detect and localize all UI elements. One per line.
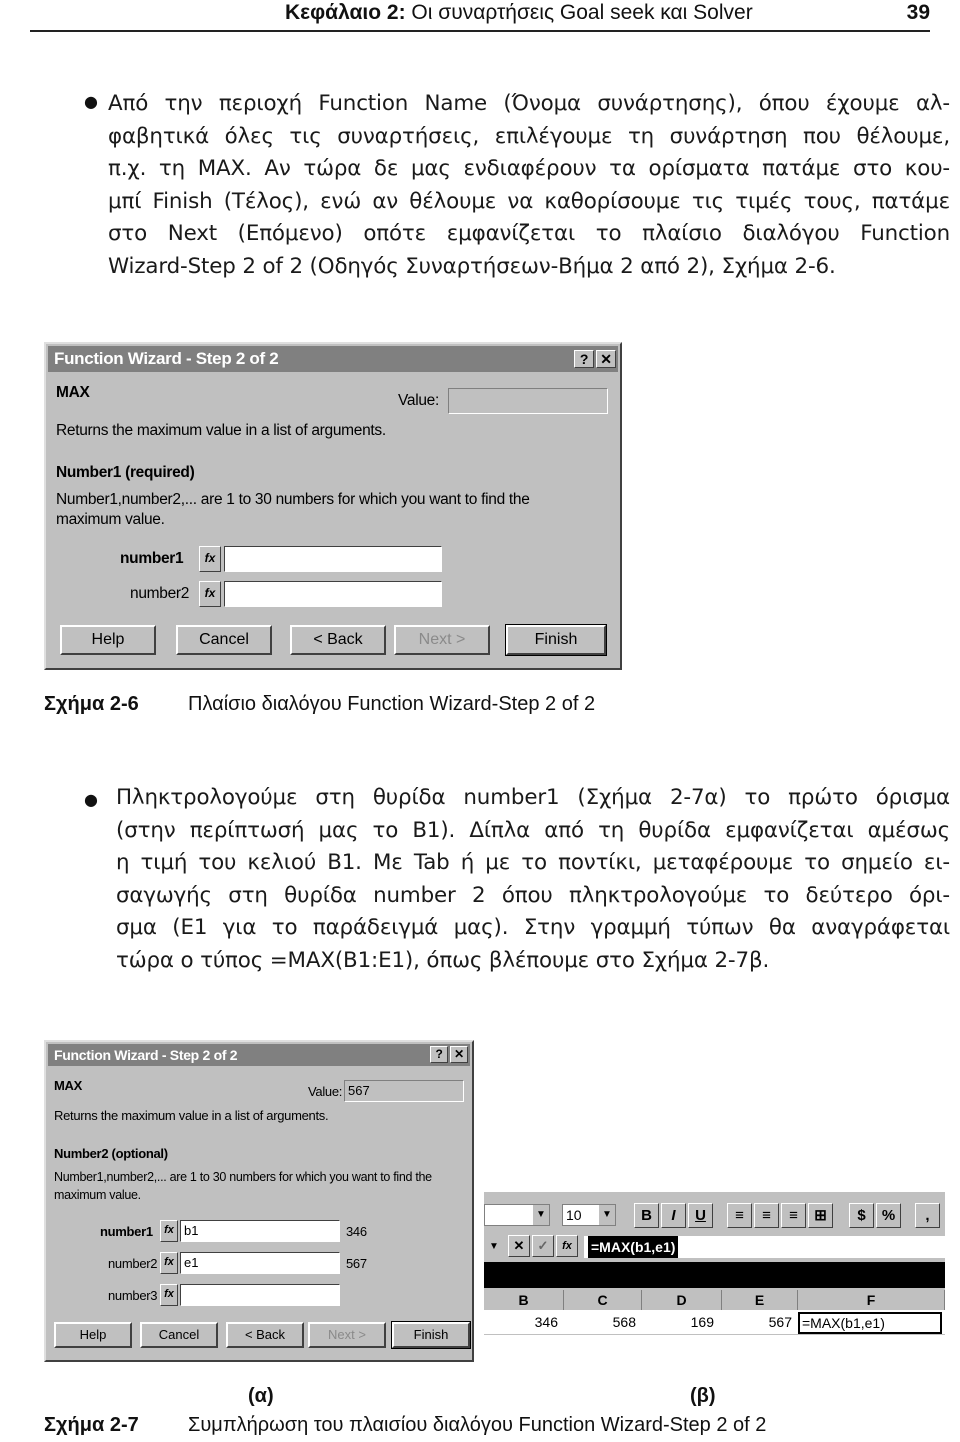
font-name-dropdown[interactable] (484, 1204, 550, 1226)
underline-button[interactable]: U (688, 1203, 713, 1228)
cell-b1[interactable]: 346 (534, 1314, 558, 1330)
column-header-f[interactable]: F (798, 1290, 945, 1310)
text-line: σμα (E1 για το παράδειγμά μας). Στην γραμμή τύπων θα αναγράφεται (116, 915, 950, 941)
fx-icon[interactable]: fx (556, 1235, 578, 1257)
window-band (484, 1262, 945, 1288)
text-line: η τιμή του κελιού B1. Με Tab ή με το ποντίκι, μεταφέρουμε το σημείο ει- (116, 850, 950, 876)
column-header-b[interactable]: B (484, 1290, 564, 1310)
function-name: MAX (54, 1078, 82, 1093)
bullet-icon: ● (84, 790, 98, 809)
text-line: σαγωγής στη θυρίδα number 2 όπου πληκτρολογούμε το δεύτερο όρι- (116, 882, 950, 908)
text-line: μπί Finish (Τέλος), ενώ αν θέλουμε να καθορίσουμε τις τιμές τους, πατάμε (108, 188, 950, 214)
function-wizard-dialog-2 (44, 1040, 474, 1362)
subfigure-a-label: (α) (248, 1385, 274, 1407)
argument-description: Number1,number2,... are 1 to 30 numbers for which you want to find the (56, 491, 530, 508)
number2-input[interactable] (224, 581, 442, 607)
finish-button[interactable]: Finish (392, 1322, 470, 1348)
help-button[interactable]: Help (54, 1322, 132, 1348)
fx-icon[interactable]: fx (160, 1220, 178, 1242)
column-header-d[interactable]: D (642, 1290, 722, 1310)
help-icon[interactable]: ? (574, 350, 594, 368)
help-button[interactable]: Help (60, 625, 156, 655)
dialog-titlebar (48, 346, 618, 372)
bullet-icon: ● (84, 92, 98, 111)
back-button[interactable]: < Back (290, 625, 386, 655)
number1-result (446, 546, 608, 572)
number1-input[interactable] (224, 546, 442, 572)
function-description: Returns the maximum value in a list of arguments. (56, 422, 386, 439)
fx-icon[interactable]: fx (160, 1284, 178, 1306)
number1-label: number1 (120, 550, 184, 567)
worksheet (484, 1290, 945, 1362)
dialog-title: Function Wizard - Step 2 of 2 (54, 1047, 238, 1063)
close-icon[interactable]: ✕ (450, 1046, 468, 1063)
text-line: φαβητικά όλες τις συναρτήσεις, επιλέγουμε τη συνάρτηση που θέλουμε, (108, 123, 950, 149)
cell-f1-active[interactable]: =MAX(b1,e1) (798, 1312, 942, 1334)
excel-window (484, 1190, 945, 1362)
chevron-down-icon: ▼ (489, 1241, 499, 1252)
cell-d1[interactable]: 169 (690, 1314, 714, 1330)
fx-icon[interactable]: fx (199, 581, 221, 607)
function-description: Returns the maximum value in a list of arguments. (54, 1108, 329, 1123)
chapter-title: Οι συναρτήσεις Goal seek και Solver (411, 1, 753, 24)
cancel-entry-icon[interactable]: ✕ (508, 1235, 530, 1257)
paragraph-2 (116, 782, 950, 978)
text-line: Wizard-Step 2 of 2 (Οδηγός Συναρτήσεων-Βήμα 2 από 2), Σχήμα 2-6. (108, 253, 836, 279)
next-button[interactable]: Next > (308, 1322, 386, 1348)
caption-label: Σχήμα 2-7 (44, 1414, 139, 1436)
align-left-button[interactable]: ≡ (727, 1203, 752, 1228)
paragraph-1 (108, 88, 950, 284)
number2-result: 567 (346, 1256, 367, 1271)
percent-button[interactable]: % (876, 1203, 901, 1228)
text-line: π.χ. τη MAX. Αν τώρα δε μας ενδιαφέρουν τα ορίσματα πατάμε στο κου- (108, 156, 950, 182)
function-name: MAX (56, 384, 90, 401)
page-number: 39 (906, 1, 930, 24)
argument-description: Number1,number2,... are 1 to 30 numbers for which you want to find the (54, 1170, 432, 1184)
merge-center-button[interactable]: ⊞ (808, 1203, 833, 1228)
comma-button[interactable]: , (915, 1203, 940, 1228)
number2-label: number2 (108, 1256, 158, 1271)
argument-heading: Number2 (optional) (54, 1146, 168, 1161)
finish-button[interactable]: Finish (506, 625, 606, 655)
cell-e1[interactable]: 567 (768, 1314, 792, 1330)
help-icon[interactable]: ? (430, 1046, 448, 1063)
cancel-button[interactable]: Cancel (140, 1322, 218, 1348)
value-field: 567 (344, 1080, 464, 1102)
cancel-button[interactable]: Cancel (176, 625, 272, 655)
confirm-entry-icon[interactable]: ✓ (532, 1235, 554, 1257)
font-size-value: 10 (566, 1207, 582, 1223)
text-line: τώρα ο τύπος =MAX(B1:E1), όπως βλέπουμε στο Σχήμα 2-7β. (116, 947, 770, 973)
value-label: Value: (398, 392, 439, 409)
argument-heading: Number1 (required) (56, 464, 195, 481)
bold-button[interactable]: B (634, 1203, 659, 1228)
text-line: Από την περιοχή Function Name (Όνομα συνάρτησης), όπου έχουμε αλ- (108, 91, 950, 116)
page-header-title (285, 0, 753, 26)
number3-label: number3 (108, 1288, 158, 1303)
figure-caption-2-6 (44, 692, 139, 716)
chevron-down-icon: ▼ (533, 1205, 549, 1225)
number2-label: number2 (130, 585, 190, 602)
toolbar-edge (484, 1190, 945, 1192)
number3-input[interactable] (180, 1284, 340, 1306)
column-header-c[interactable]: C (564, 1290, 642, 1310)
next-button[interactable]: Next > (394, 625, 490, 655)
caption-label: Σχήμα 2-6 (44, 693, 139, 715)
text-line: (στην περίπτωσή μας το B1). Δίπλα από τη θυρίδα εμφανίζεται αμέσως (116, 817, 950, 843)
align-right-button[interactable]: ≡ (781, 1203, 806, 1228)
number1-label: number1 (100, 1224, 153, 1239)
align-center-button[interactable]: ≡ (754, 1203, 779, 1228)
value-field (448, 388, 608, 414)
close-icon[interactable]: ✕ (596, 350, 616, 368)
dialog-titlebar (48, 1044, 470, 1066)
text-line: στο Next (Επόμενο) οπότε εμφανίζεται το πλαίσιο διαλόγου Function (108, 221, 950, 247)
header-rule (30, 30, 930, 32)
number2-result (446, 581, 608, 607)
column-header-e[interactable]: E (722, 1290, 798, 1310)
font-size-dropdown[interactable] (562, 1204, 616, 1226)
number1-result: 346 (346, 1224, 367, 1239)
fx-icon[interactable]: fx (199, 546, 221, 572)
value-label: Value: (308, 1084, 343, 1099)
figure-caption-2-7 (44, 1413, 139, 1437)
argument-description: maximum value. (54, 1188, 141, 1202)
back-button[interactable]: < Back (226, 1322, 304, 1348)
subfigure-b-label: (β) (690, 1385, 716, 1407)
dialog-title: Function Wizard - Step 2 of 2 (54, 349, 279, 368)
fx-icon[interactable]: fx (160, 1252, 178, 1274)
function-wizard-dialog-1 (44, 342, 622, 670)
chapter-label: Κεφάλαιο 2: (285, 1, 406, 24)
italic-button[interactable]: I (661, 1203, 686, 1228)
formula-text: =MAX(b1,e1) (588, 1236, 678, 1258)
number1-input[interactable]: b1 (180, 1220, 340, 1242)
caption-text: Πλαίσιο διαλόγου Function Wizard-Step 2 of 2 (188, 693, 596, 715)
text-line: Πληκτρολογούμε στη θυρίδα number1 (Σχήμα 2-7α) το πρώτο όρισμα (116, 785, 950, 810)
argument-description: maximum value. (56, 511, 165, 528)
currency-button[interactable]: $ (849, 1203, 874, 1228)
cell-c1[interactable]: 568 (612, 1314, 636, 1330)
number2-input[interactable]: e1 (180, 1252, 340, 1274)
formula-bar[interactable] (584, 1236, 945, 1258)
chevron-down-icon: ▼ (599, 1205, 615, 1225)
caption-text: Συμπλήρωση του πλαισίου διαλόγου Function Wizard-Step 2 of 2 (188, 1414, 767, 1436)
grid-line (484, 1334, 945, 1335)
